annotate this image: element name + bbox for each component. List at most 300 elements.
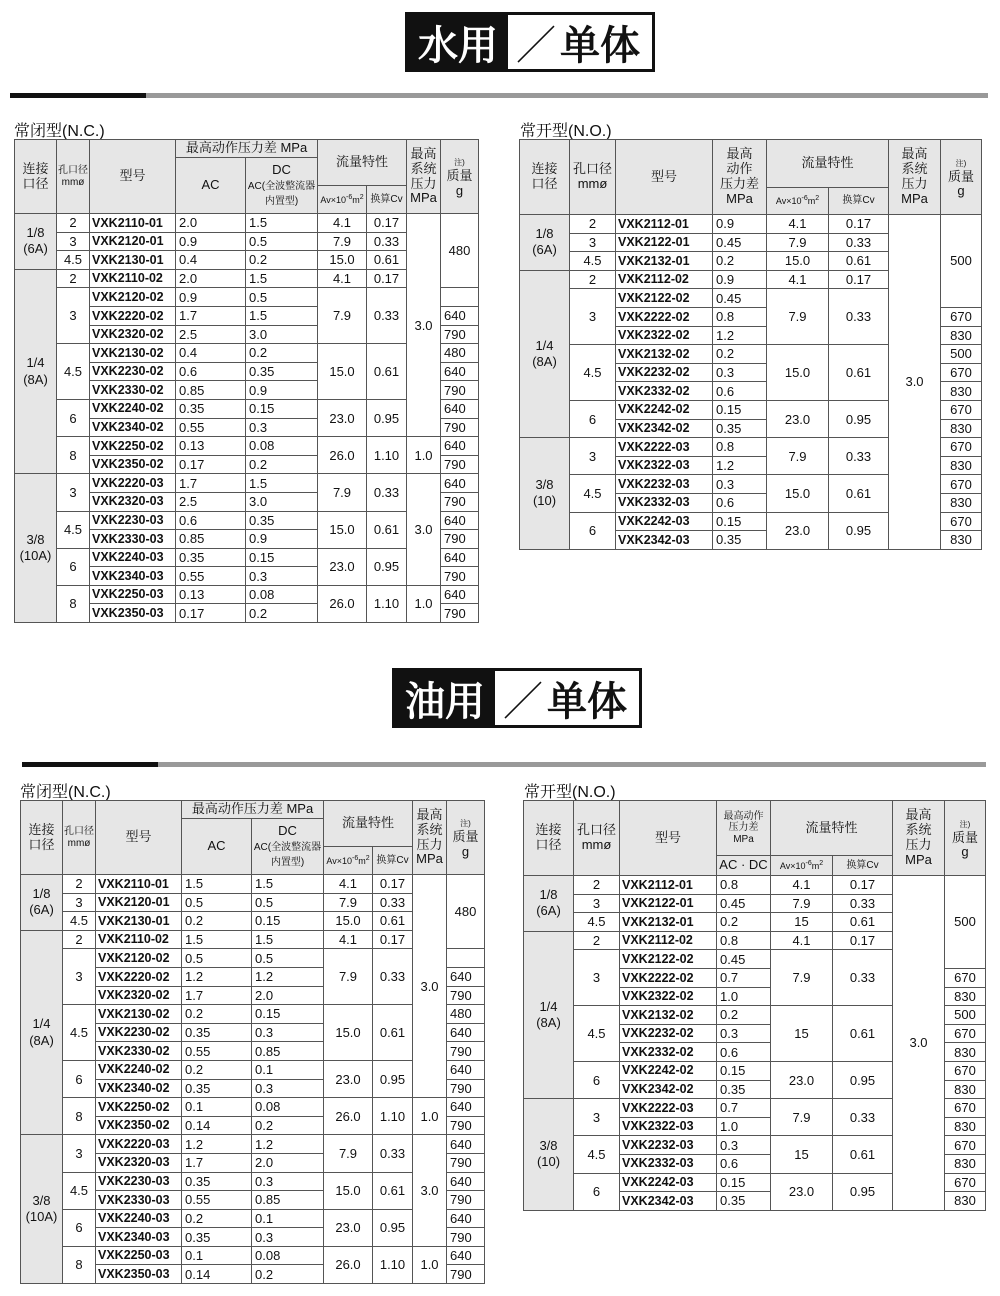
port-size: 1/8 (6A) [520,215,570,271]
header-ac: AC [176,158,246,214]
model-number: VXK2242-02 [616,400,713,419]
dc-pressure: 0.5 [252,949,324,968]
header-acdc: AC · DC [717,856,771,876]
header-mass: 注) 质量 g [945,801,986,876]
model-number: VXK2122-01 [620,894,717,913]
header-max-diff: 最高 动作 压力差 MPa [713,140,767,215]
model-number: VXK2120-01 [96,893,182,912]
water-banner [405,12,655,72]
orifice-size: 3 [574,1099,620,1136]
orifice-size: 4.5 [57,511,90,548]
mass-value: 790 [447,1265,485,1284]
ac-pressure: 0.14 [182,1116,252,1135]
flow-cv: 0.61 [367,251,407,270]
flow-av: 15.0 [324,1005,373,1061]
mass-value: 790 [447,1116,485,1135]
mass-value: 830 [945,1080,986,1099]
mass-empty [441,288,479,307]
flow-cv: 0.17 [373,875,413,894]
header-cv: 换算Cv [367,186,407,214]
mass-value: 790 [441,492,479,511]
dc-pressure: 1.5 [246,269,318,288]
ac-pressure: 1.7 [176,306,246,325]
model-number: VXK2220-03 [90,474,176,493]
orifice-size: 6 [57,399,90,436]
max-diff-pressure: 0.7 [717,1099,771,1118]
model-number: VXK2242-03 [616,512,713,531]
model-number: VXK2332-02 [616,382,713,401]
mass-value: 670 [945,1136,986,1155]
flow-av: 15.0 [324,1172,373,1209]
dc-pressure: 0.5 [246,288,318,307]
mass-value: 830 [941,382,982,401]
mass-value: 790 [447,1042,485,1061]
dc-pressure: 0.35 [246,362,318,381]
model-number: VXK2240-03 [96,1209,182,1228]
orifice-size: 4.5 [57,344,90,400]
dc-pressure: 0.3 [252,1228,324,1247]
orifice-size: 6 [57,548,90,585]
mass-value: 670 [941,363,982,382]
ac-pressure: 0.17 [176,455,246,474]
max-diff-pressure: 0.15 [717,1061,771,1080]
port-size: 1/8 (6A) [21,875,63,931]
flow-cv: 0.17 [373,930,413,949]
model-number: VXK2320-02 [90,325,176,344]
mass-value: 670 [945,968,986,987]
mass-value: 670 [945,1024,986,1043]
flow-cv: 0.95 [373,1209,413,1246]
dc-pressure: 0.08 [252,1246,324,1265]
flow-av: 4.1 [324,875,373,894]
max-diff-pressure: 0.8 [713,307,767,326]
mass-value: 670 [941,475,982,494]
flow-cv: 0.33 [829,438,889,475]
ac-pressure: 0.5 [182,949,252,968]
dc-pressure: 0.1 [252,1209,324,1228]
header-dc: DC AC(全波整流器 内置型) [246,158,318,214]
flow-av: 7.9 [771,950,833,1006]
header-flow: 流量特性 [771,801,893,856]
ac-pressure: 0.4 [176,344,246,363]
ac-pressure: 2.5 [176,325,246,344]
mass-value: 640 [447,1172,485,1191]
dc-pressure: 3.0 [246,492,318,511]
table-row [21,875,485,894]
model-number: VXK2240-03 [90,548,176,567]
orifice-size: 2 [570,270,616,289]
water-no-title: 常开型(N.O.) [520,123,612,140]
flow-av: 15.0 [767,252,829,271]
model-number: VXK2322-02 [620,987,717,1006]
table-row [524,876,986,895]
flow-av: 4.1 [767,215,829,234]
header-model: 型号 [96,801,182,875]
table-row [15,214,479,233]
model-number: VXK2322-03 [620,1117,717,1136]
water-nc-table [14,139,479,623]
mass-value: 640 [441,362,479,381]
ac-pressure: 1.2 [182,967,252,986]
port-size: 1/4 (8A) [21,930,63,1135]
header-max-sys: 最高 系统 压力 MPa [889,140,941,215]
flow-av: 7.9 [324,893,373,912]
water-banner-sub: 单体 [560,22,640,69]
dc-pressure: 1.5 [246,474,318,493]
flow-cv: 0.95 [829,512,889,549]
model-number: VXK2240-02 [90,399,176,418]
model-number: VXK2322-02 [616,326,713,345]
mass-value: 640 [447,1246,485,1265]
flow-av: 7.9 [767,289,829,345]
mass-value: 500 [941,215,982,308]
flow-cv: 0.33 [373,949,413,1005]
dc-pressure: 0.2 [246,604,318,623]
model-number: VXK2230-03 [90,511,176,530]
mass-value: 640 [441,474,479,493]
model-number: VXK2130-01 [96,912,182,931]
max-diff-pressure: 1.0 [717,1117,771,1136]
flow-av: 23.0 [771,1061,833,1098]
model-number: VXK2230-02 [90,362,176,381]
max-diff-pressure: 0.3 [713,363,767,382]
header-max-sys: 最高 系统 压力 MPa [407,140,441,214]
dc-pressure: 0.15 [246,399,318,418]
flow-cv: 0.33 [367,474,407,511]
flow-av: 23.0 [324,1209,373,1246]
header-model: 型号 [616,140,713,215]
max-system-pressure: 3.0 [893,876,945,1211]
orifice-size: 4.5 [63,1005,96,1061]
ac-pressure: 0.2 [182,1060,252,1079]
oil-banner-main: 油用 [395,671,495,725]
port-size: 1/4 (8A) [524,931,574,1098]
model-number: VXK2250-02 [90,437,176,456]
ac-pressure: 1.5 [182,875,252,894]
model-number: VXK2220-03 [96,1135,182,1154]
max-diff-pressure: 0.45 [717,894,771,913]
model-number: VXK2332-03 [616,493,713,512]
model-number: VXK2240-02 [96,1060,182,1079]
flow-cv: 0.33 [829,233,889,252]
flow-cv: 0.17 [367,269,407,288]
port-size: 3/8 (10) [524,1099,574,1211]
max-diff-pressure: 0.35 [717,1080,771,1099]
mass-value: 500 [945,1006,986,1025]
mass-value: 790 [441,455,479,474]
mass-value: 790 [441,325,479,344]
model-number: VXK2350-02 [96,1116,182,1135]
dc-pressure: 0.5 [246,232,318,251]
mass-value: 670 [945,1173,986,1192]
model-number: VXK2222-03 [620,1099,717,1118]
model-number: VXK2122-01 [616,233,713,252]
dc-pressure: 2.0 [252,1153,324,1172]
flow-cv: 0.95 [829,400,889,437]
model-number: VXK2110-01 [96,875,182,894]
header-max-diff: 最高动作 压力差 MPa [717,801,771,856]
ac-pressure: 0.5 [182,893,252,912]
flow-av: 23.0 [767,512,829,549]
flow-cv: 0.17 [829,215,889,234]
ac-pressure: 0.35 [182,1023,252,1042]
flow-cv: 0.33 [373,1135,413,1172]
model-number: VXK2122-02 [616,289,713,308]
flow-av: 23.0 [767,400,829,437]
model-number: VXK2350-03 [90,604,176,623]
flow-cv: 0.61 [367,344,407,400]
port-size: 1/8 (6A) [524,876,574,932]
flow-cv: 0.61 [829,345,889,401]
header-flow: 流量特性 [767,140,889,188]
ac-pressure: 1.5 [182,930,252,949]
max-system-pressure: 1.0 [407,437,441,474]
flow-cv: 0.61 [833,1006,893,1062]
ac-pressure: 0.35 [176,548,246,567]
mass-value: 640 [447,1209,485,1228]
mass-value: 480 [447,875,485,949]
oil-nc-table [20,800,485,1284]
max-diff-pressure: 0.6 [713,493,767,512]
max-system-pressure: 3.0 [413,875,447,1098]
orifice-size: 3 [57,288,90,344]
flow-av: 4.1 [324,930,373,949]
flow-cv: 0.61 [373,1005,413,1061]
flow-av: 4.1 [318,269,367,288]
dc-pressure: 3.0 [246,325,318,344]
orifice-size: 4.5 [574,1006,620,1062]
header-mass: 注) 质量 g [447,801,485,875]
max-diff-pressure: 0.3 [717,1136,771,1155]
ac-pressure: 1.7 [176,474,246,493]
port-size: 1/8 (6A) [15,214,57,270]
flow-av: 7.9 [767,438,829,475]
flow-av: 15 [771,1136,833,1173]
ac-pressure: 0.35 [182,1079,252,1098]
model-number: VXK2110-02 [90,269,176,288]
model-number: VXK2340-02 [96,1079,182,1098]
flow-cv: 0.17 [367,214,407,233]
mass-value: 830 [941,326,982,345]
max-diff-pressure: 0.3 [713,475,767,494]
table-row [21,1135,485,1154]
flow-cv: 0.95 [833,1061,893,1098]
model-number: VXK2342-02 [620,1080,717,1099]
dc-pressure: 0.15 [246,548,318,567]
model-number: VXK2330-02 [96,1042,182,1061]
orifice-size: 3 [570,233,616,252]
port-size: 1/4 (8A) [520,270,570,437]
model-number: VXK2222-02 [620,968,717,987]
mass-value: 640 [441,306,479,325]
mass-value: 640 [447,1023,485,1042]
header-model: 型号 [620,801,717,876]
mass-value: 640 [441,399,479,418]
header-mass: 注) 质量 g [441,140,479,214]
flow-av: 26.0 [318,585,367,622]
port-size: 3/8 (10) [520,438,570,550]
flow-av: 7.9 [324,1135,373,1172]
orifice-size: 2 [63,875,96,894]
ac-pressure: 0.55 [176,567,246,586]
oil-divider [22,762,986,767]
max-diff-pressure: 0.8 [717,931,771,950]
mass-value: 640 [447,1060,485,1079]
max-system-pressure: 3.0 [407,474,441,586]
model-number: VXK2332-03 [620,1154,717,1173]
model-number: VXK2110-02 [96,930,182,949]
orifice-size: 4.5 [574,1136,620,1173]
water-banner-main: 水用 [408,15,508,69]
mass-value: 830 [941,493,982,512]
flow-cv: 0.33 [367,288,407,344]
header-cv: 换算Cv [373,847,413,875]
header-port: 连接 口径 [520,140,570,215]
dc-pressure: 0.3 [252,1172,324,1191]
max-diff-pressure: 0.15 [713,400,767,419]
orifice-size: 4.5 [570,475,616,512]
orifice-size: 4.5 [63,1172,96,1209]
ac-pressure: 0.13 [176,437,246,456]
mass-value: 830 [945,1154,986,1173]
flow-cv: 0.61 [367,511,407,548]
dc-pressure: 1.5 [252,930,324,949]
flow-av: 15 [771,913,833,932]
flow-av: 15.0 [324,912,373,931]
header-orifice: 孔口径 mmø [570,140,616,215]
mass-value: 480 [447,1005,485,1024]
flow-av: 26.0 [324,1098,373,1135]
orifice-size: 4.5 [574,913,620,932]
flow-av: 23.0 [318,399,367,436]
max-diff-pressure: 0.8 [713,438,767,457]
model-number: VXK2250-02 [96,1098,182,1117]
dc-pressure: 0.3 [246,567,318,586]
ac-pressure: 0.2 [182,1005,252,1024]
ac-pressure: 0.6 [176,511,246,530]
header-max-diff: 最高动作压力差 MPa [176,140,318,158]
orifice-size: 3 [570,289,616,345]
model-number: VXK2222-02 [616,307,713,326]
dc-pressure: 0.9 [246,530,318,549]
orifice-size: 8 [63,1246,96,1283]
ac-pressure: 0.55 [176,418,246,437]
ac-pressure: 0.14 [182,1265,252,1284]
water-divider [10,93,988,98]
flow-cv: 0.95 [367,548,407,585]
flow-av: 4.1 [771,876,833,895]
dc-pressure: 0.9 [246,381,318,400]
oil-banner [392,668,642,728]
dc-pressure: 1.5 [252,875,324,894]
mass-value: 790 [447,1228,485,1247]
header-orifice: 孔口径 mmø [57,140,90,214]
ac-pressure: 0.9 [176,288,246,307]
dc-pressure: 1.2 [252,967,324,986]
table-row [520,215,982,234]
mass-value: 790 [447,986,485,1005]
mass-value: 790 [441,604,479,623]
max-diff-pressure: 0.2 [717,913,771,932]
flow-av: 15.0 [318,251,367,270]
orifice-size: 3 [63,1135,96,1172]
header-flow: 流量特性 [324,801,413,847]
max-diff-pressure: 0.6 [713,382,767,401]
model-number: VXK2132-02 [616,345,713,364]
mass-value: 670 [945,1061,986,1080]
oil-nc-title: 常闭型(N.C.) [20,784,111,801]
dc-pressure: 0.2 [252,1265,324,1284]
model-number: VXK2330-02 [90,381,176,400]
max-diff-pressure: 0.6 [717,1043,771,1062]
mass-value: 790 [447,1191,485,1210]
dc-pressure: 0.85 [252,1191,324,1210]
mass-value: 830 [945,1192,986,1211]
oil-no-table [523,800,986,1211]
orifice-size: 6 [570,512,616,549]
model-number: VXK2340-03 [96,1228,182,1247]
ac-pressure: 0.55 [182,1191,252,1210]
orifice-size: 2 [570,215,616,234]
dc-pressure: 0.2 [246,251,318,270]
model-number: VXK2222-03 [616,438,713,457]
dc-pressure: 1.2 [252,1135,324,1154]
flow-cv: 0.95 [367,399,407,436]
flow-av: 23.0 [324,1060,373,1097]
model-number: VXK2112-01 [620,876,717,895]
mass-value: 640 [447,967,485,986]
ac-pressure: 0.35 [182,1228,252,1247]
mass-value: 790 [441,381,479,400]
flow-cv: 0.33 [373,893,413,912]
header-port: 连接 口径 [524,801,574,876]
dc-pressure: 1.5 [246,214,318,233]
dc-pressure: 0.08 [246,585,318,604]
dc-pressure: 0.08 [252,1098,324,1117]
max-diff-pressure: 0.8 [717,876,771,895]
header-model: 型号 [90,140,176,214]
max-diff-pressure: 1.0 [717,987,771,1006]
orifice-size: 2 [63,930,96,949]
flow-cv: 0.61 [829,252,889,271]
max-diff-pressure: 0.35 [717,1192,771,1211]
flow-av: 7.9 [771,1099,833,1136]
max-diff-pressure: 0.35 [713,531,767,550]
flow-cv: 0.33 [833,950,893,1006]
orifice-size: 4.5 [570,252,616,271]
header-dc: DC AC(全波整流器 内置型) [252,819,324,875]
flow-av: 15.0 [318,511,367,548]
table-row [15,474,479,493]
orifice-size: 8 [63,1098,96,1135]
max-diff-pressure: 0.45 [713,289,767,308]
orifice-size: 2 [57,269,90,288]
ac-pressure: 0.1 [182,1246,252,1265]
flow-av: 7.9 [318,474,367,511]
flow-cv: 0.33 [367,232,407,251]
mass-value: 640 [441,585,479,604]
mass-value: 640 [447,1135,485,1154]
max-diff-pressure: 0.15 [717,1173,771,1192]
flow-av: 7.9 [767,233,829,252]
orifice-size: 6 [63,1060,96,1097]
model-number: VXK2132-01 [620,913,717,932]
ac-pressure: 0.1 [182,1098,252,1117]
model-number: VXK2220-02 [96,967,182,986]
flow-av: 7.9 [324,949,373,1005]
mass-value: 790 [447,1153,485,1172]
orifice-size: 2 [574,876,620,895]
